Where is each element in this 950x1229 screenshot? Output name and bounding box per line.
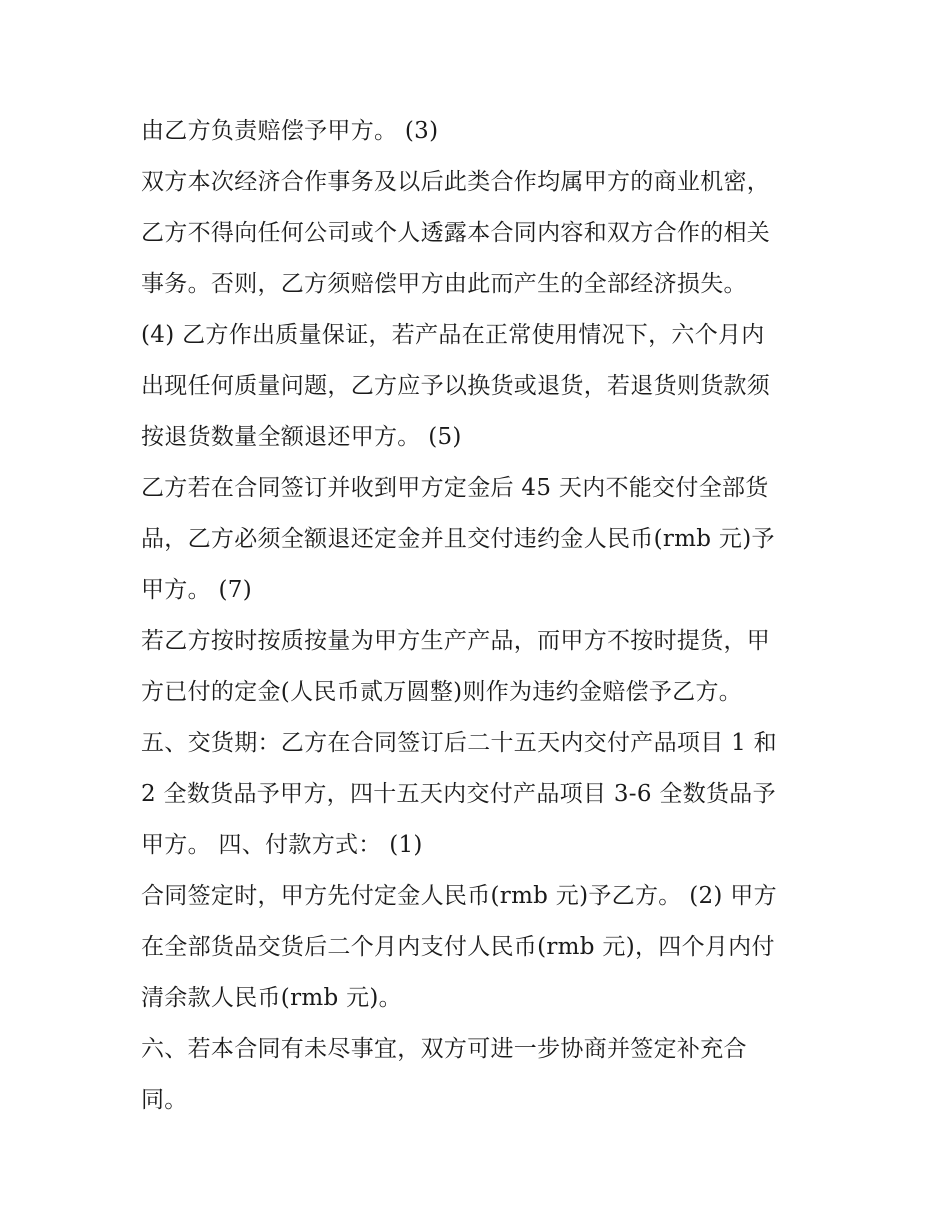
text-line: 五、交货期：乙方在合同签订后二十五天内交付产品项目 1 和	[141, 730, 777, 756]
text-line: 在全部货品交货后二个月内支付人民币(rmb 元)，四个月内付	[141, 934, 775, 960]
text-line: 六、若本合同有未尽事宜，双方可进一步协商并签定补充合	[141, 1036, 747, 1062]
text-line: 甲方。 四、付款方式： (1)	[141, 832, 423, 858]
text-line: (4) 乙方作出质量保证，若产品在正常使用情况下，六个月内	[141, 322, 765, 348]
text-line: 乙方不得向任何公司或个人透露本合同内容和双方合作的相关	[141, 220, 771, 246]
text-line: 品，乙方必须全额退还定金并且交付违约金人民币(rmb 元)予	[141, 526, 775, 552]
text-line: 甲方。 (7)	[141, 577, 252, 603]
text-line: 事务。否则，乙方须赔偿甲方由此而产生的全部经济损失。	[141, 271, 747, 297]
text-line: 合同签定时，甲方先付定金人民币(rmb 元)予乙方。 (2) 甲方	[141, 883, 777, 909]
text-line: 按退货数量全额退还甲方。 (5)	[141, 424, 462, 450]
text-line: 同。	[141, 1087, 188, 1113]
text-line: 双方本次经济合作事务及以后此类合作均属甲方的商业机密，	[141, 169, 771, 195]
contract-body	[141, 106, 821, 1126]
text-line: 2 全数货品予甲方，四十五天内交付产品项目 3-6 全数货品予	[141, 781, 776, 807]
text-line: 若乙方按时按质按量为甲方生产产品，而甲方不按时提货，甲	[141, 628, 771, 654]
text-line: 由乙方负责赔偿予甲方。 (3)	[141, 118, 439, 144]
text-line: 乙方若在合同签订并收到甲方定金后 45 天内不能交付全部货	[141, 475, 769, 501]
text-line: 方已付的定金(人民币贰万圆整)则作为违约金赔偿予乙方。	[141, 679, 743, 705]
text-line: 出现任何质量问题，乙方应予以换货或退货，若退货则货款须	[141, 373, 771, 399]
text-line: 清余款人民币(rmb 元)。	[141, 985, 402, 1011]
